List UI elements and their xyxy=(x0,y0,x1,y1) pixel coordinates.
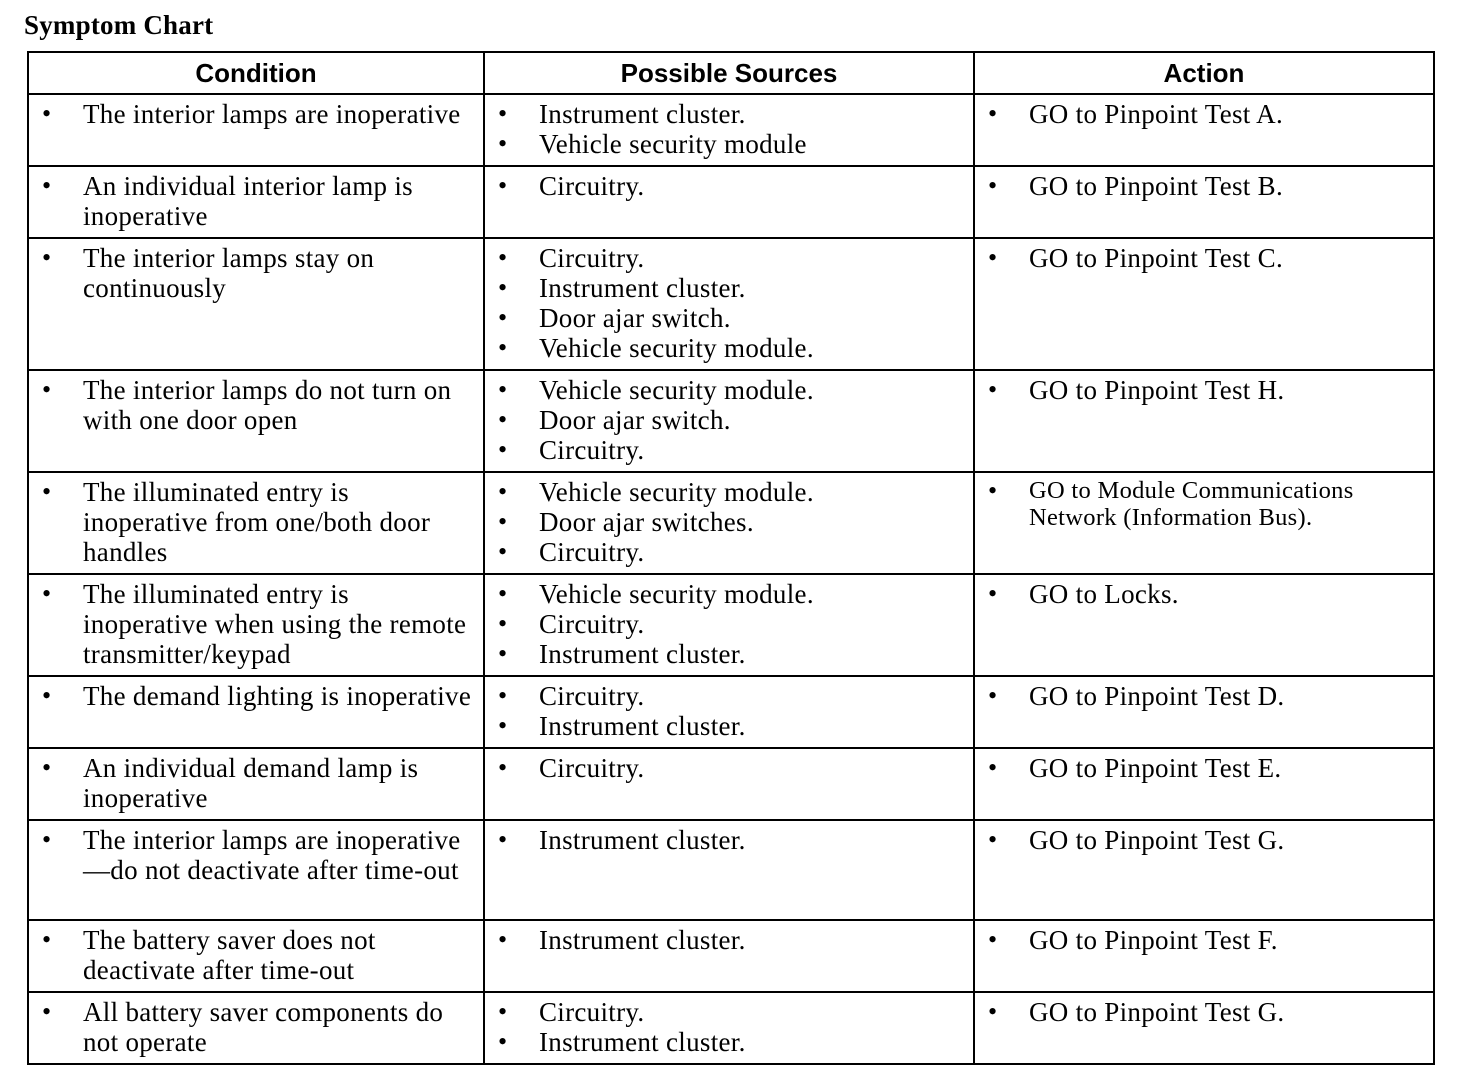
table-row xyxy=(28,166,1434,238)
source-item: • Vehicle security module. xyxy=(485,579,973,609)
table-row xyxy=(28,920,1434,992)
source-item: • Door ajar switch. xyxy=(485,303,973,333)
page-title: Symptom Chart xyxy=(24,10,214,40)
condition-item: • The interior lamps are inoperative—do not deactivate after time-out xyxy=(29,825,483,885)
table-header-row xyxy=(28,52,1434,94)
column-header-possible-sources: Possible Sources xyxy=(484,52,974,94)
condition-cell xyxy=(28,820,484,920)
action-item: • GO to Pinpoint Test H. xyxy=(975,375,1433,405)
condition-item: • The interior lamps do not turn on with one door open xyxy=(29,375,483,435)
source-item: • Instrument cluster. xyxy=(485,825,973,855)
condition-item: • The illuminated entry is inoperative when using the remote transmitter/keypad xyxy=(29,579,483,669)
source-item: • Circuitry. xyxy=(485,435,973,465)
sources-cell xyxy=(484,748,974,820)
sources-cell xyxy=(484,472,974,574)
condition-item: • An individual demand lamp is inoperative xyxy=(29,753,483,813)
action-item: • GO to Pinpoint Test G. xyxy=(975,997,1433,1027)
action-cell xyxy=(974,748,1434,820)
action-cell xyxy=(974,820,1434,920)
condition-cell xyxy=(28,748,484,820)
action-cell xyxy=(974,238,1434,370)
table-row xyxy=(28,820,1434,920)
source-item: • Circuitry. xyxy=(485,681,973,711)
condition-cell xyxy=(28,94,484,166)
column-header-condition: Condition xyxy=(28,52,484,94)
sources-cell xyxy=(484,676,974,748)
action-cell xyxy=(974,472,1434,574)
sources-cell xyxy=(484,370,974,472)
condition-item: • The interior lamps stay on continuously xyxy=(29,243,483,303)
action-cell xyxy=(974,676,1434,748)
source-item: • Instrument cluster. xyxy=(485,639,973,669)
source-item: • Instrument cluster. xyxy=(485,711,973,741)
source-item: • Circuitry. xyxy=(485,753,973,783)
sources-cell xyxy=(484,166,974,238)
action-cell xyxy=(974,166,1434,238)
source-item: • Vehicle security module. xyxy=(485,477,973,507)
table-row xyxy=(28,992,1434,1064)
source-item: • Circuitry. xyxy=(485,609,973,639)
condition-cell xyxy=(28,920,484,992)
table-row xyxy=(28,574,1434,676)
condition-item: • The demand lighting is inoperative xyxy=(29,681,483,711)
source-item: • Instrument cluster. xyxy=(485,925,973,955)
action-item: • GO to Pinpoint Test E. xyxy=(975,753,1433,783)
action-item: • GO to Pinpoint Test G. xyxy=(975,825,1433,855)
source-item: • Instrument cluster. xyxy=(485,99,973,129)
source-item: • Vehicle security module. xyxy=(485,333,973,363)
condition-cell xyxy=(28,166,484,238)
source-item: • Circuitry. xyxy=(485,243,973,273)
sources-cell xyxy=(484,920,974,992)
action-item: • GO to Pinpoint Test F. xyxy=(975,925,1433,955)
action-item: • GO to Pinpoint Test D. xyxy=(975,681,1433,711)
source-item: • Door ajar switch. xyxy=(485,405,973,435)
action-cell xyxy=(974,370,1434,472)
table-row xyxy=(28,676,1434,748)
action-item: • GO to Module Communications Network (Information Bus). xyxy=(975,477,1433,531)
action-cell xyxy=(974,992,1434,1064)
sources-cell xyxy=(484,94,974,166)
source-item: • Vehicle security module. xyxy=(485,375,973,405)
sources-cell xyxy=(484,238,974,370)
table-row xyxy=(28,748,1434,820)
action-cell xyxy=(974,94,1434,166)
source-item: • Door ajar switches. xyxy=(485,507,973,537)
source-item: • Circuitry. xyxy=(485,537,973,567)
action-cell xyxy=(974,920,1434,992)
sources-cell xyxy=(484,820,974,920)
table-row xyxy=(28,238,1434,370)
action-item: • GO to Pinpoint Test C. xyxy=(975,243,1433,273)
condition-cell xyxy=(28,472,484,574)
source-item: • Instrument cluster. xyxy=(485,273,973,303)
action-item: • GO to Pinpoint Test B. xyxy=(975,171,1433,201)
condition-cell xyxy=(28,992,484,1064)
table-row xyxy=(28,370,1434,472)
condition-cell xyxy=(28,676,484,748)
table-row xyxy=(28,94,1434,166)
symptom-table xyxy=(27,51,1435,1065)
condition-item: • The interior lamps are inoperative xyxy=(29,99,483,129)
condition-cell xyxy=(28,574,484,676)
condition-item: • The battery saver does not deactivate after time-out xyxy=(29,925,483,985)
condition-item: • The illuminated entry is inoperative from one/both door handles xyxy=(29,477,483,567)
condition-cell xyxy=(28,370,484,472)
sources-cell xyxy=(484,574,974,676)
condition-item: • An individual interior lamp is inoperative xyxy=(29,171,483,231)
source-item: • Vehicle security module xyxy=(485,129,973,159)
action-cell xyxy=(974,574,1434,676)
source-item: • Circuitry. xyxy=(485,171,973,201)
condition-cell xyxy=(28,238,484,370)
source-item: • Circuitry. xyxy=(485,997,973,1027)
action-item: • GO to Pinpoint Test A. xyxy=(975,99,1433,129)
table-row xyxy=(28,472,1434,574)
column-header-action: Action xyxy=(974,52,1434,94)
source-item: • Instrument cluster. xyxy=(485,1027,973,1057)
condition-item: • All battery saver components do not operate xyxy=(29,997,483,1057)
action-item: • GO to Locks. xyxy=(975,579,1433,609)
sources-cell xyxy=(484,992,974,1064)
